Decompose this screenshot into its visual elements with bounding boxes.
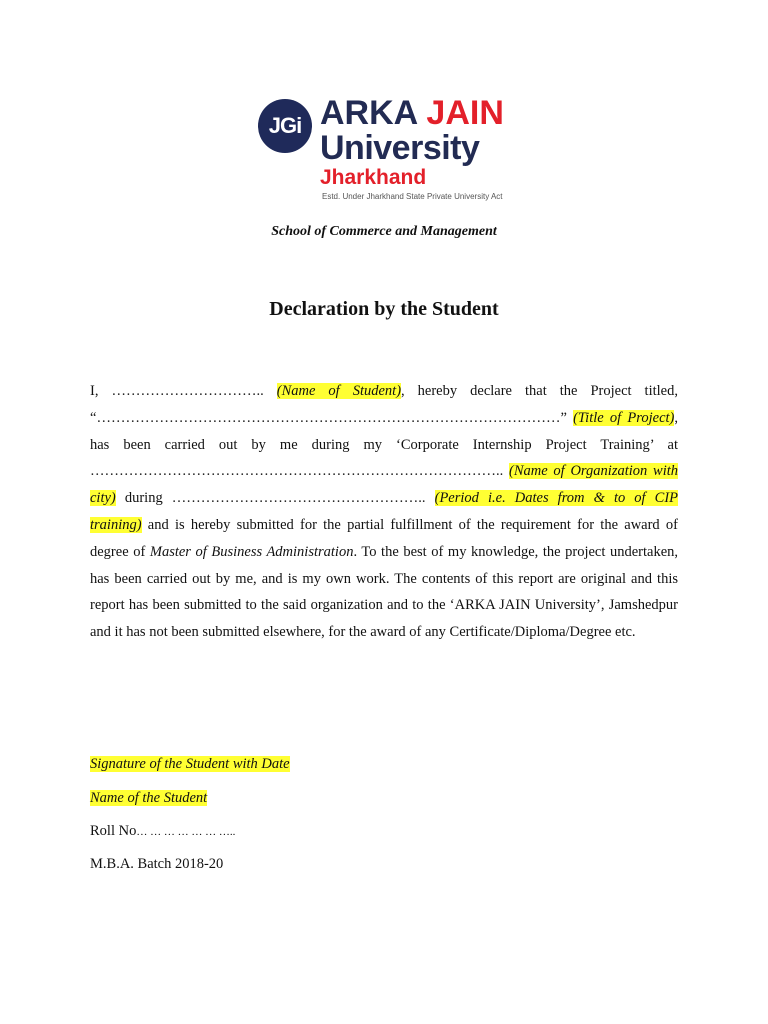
- name-of-student-highlight: (Name of Student): [276, 383, 402, 399]
- school-name: School of Commerce and Management: [271, 224, 497, 239]
- name-line: [90, 790, 207, 807]
- signature-label: Signature of the Student with Date: [90, 756, 290, 772]
- page-title: Declaration by the Student: [269, 298, 499, 320]
- organization-blank: …………………………………………………………………………..: [90, 463, 504, 480]
- logo-arka: ARKA: [320, 94, 417, 132]
- decl-text: during: [115, 490, 172, 507]
- batch-line: M.B.A. Batch 2018-20: [90, 856, 224, 872]
- declaration-paragraph: [90, 378, 678, 646]
- name-label: Name of the Student: [90, 790, 208, 806]
- period-highlight: (Period i.e. Dates from & to of CIP training): [90, 490, 679, 533]
- signature-line: [90, 756, 290, 773]
- decl-text: [426, 490, 435, 506]
- decl-text: , hereby declare that the Project titled, “: [90, 383, 678, 426]
- decl-text: I,: [90, 383, 112, 399]
- university-logo: [256, 95, 518, 210]
- organization-highlight: (Name of Organization with city): [90, 463, 678, 507]
- roll-blank: … … … … … … …..: [136, 826, 236, 838]
- decl-text: and is hereby submitted for the partial fulfillment of the requirement for the award of degree of: [90, 516, 678, 560]
- logo-wordmark: [320, 95, 504, 203]
- decl-text: ”: [560, 409, 574, 426]
- logo-line-3: Jharkhand: [320, 166, 427, 189]
- decl-text: , has been carried out by me during my ‘Corporate Internship Project Training’ at: [90, 409, 678, 453]
- jgi-seal-icon: JGi: [258, 99, 312, 153]
- logo-line-2: University: [320, 129, 480, 167]
- logo-jain: JAIN: [426, 94, 504, 132]
- title-of-project-highlight: (Title of Project): [573, 409, 675, 426]
- logo-line-1: [320, 95, 504, 131]
- roll-line: [90, 823, 235, 840]
- project-title-blank: ……………………………………………………………………………………: [96, 409, 561, 426]
- decl-text: . To the best of my knowledge, the project undertaken, has been carried out by me, and is my own work. The contents of this report are original and this report has been submitted to the said organization and to the ‘ARKA JAIN University’, Jamshedpur and it has not been submitted elsewhere, for the award of any Certificate/Diploma/Degree etc.: [90, 543, 679, 641]
- roll-label: Roll No: [90, 823, 137, 839]
- degree-name: Master of Business Administration: [149, 543, 354, 560]
- logo-tagline: Estd. Under Jharkhand State Private University Act: [322, 192, 503, 201]
- period-blank: ……………………………………………..: [171, 490, 426, 507]
- student-name-blank: …………………………..: [111, 383, 264, 399]
